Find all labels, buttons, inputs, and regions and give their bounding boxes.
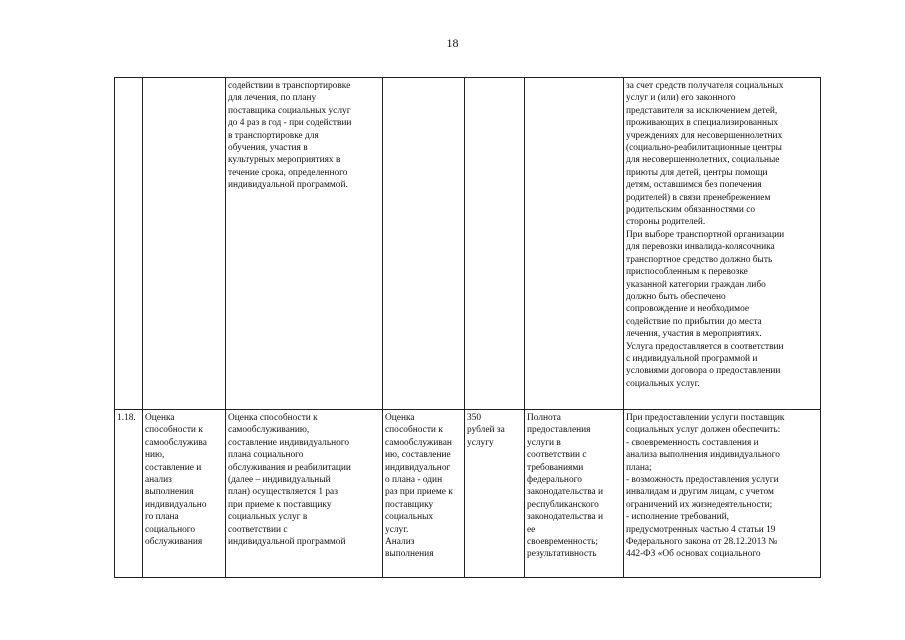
cell-text-line: приюты для детей, центры помощи bbox=[626, 167, 768, 178]
cell-text-line: При предоставлении услуги поставщик bbox=[626, 413, 785, 423]
cell-text-line: 350 bbox=[467, 413, 482, 423]
cell-text-line: выполнения bbox=[145, 487, 194, 498]
cell-text-line: Анализ bbox=[385, 537, 415, 548]
cell-text-line: до 4 раз в год - при содействии bbox=[228, 118, 352, 129]
table-row bbox=[115, 410, 821, 578]
cell-text-line: должно быть обеспечено bbox=[626, 291, 726, 302]
cell-text-line: индивидуальной программой bbox=[228, 537, 346, 548]
cell-text-line: учреждениях для несовершеннолетних bbox=[626, 130, 783, 141]
cell-text-line: законодательства и bbox=[527, 512, 604, 523]
cell-text-line: обучения, участия в bbox=[228, 143, 308, 154]
cell-text-line: за счет средств получателя социальных bbox=[626, 81, 784, 91]
cell-text-line: способности к bbox=[145, 425, 203, 436]
cell-text-line: предусмотренных частью 4 статьи 19 bbox=[626, 524, 776, 535]
cell-text-line: с индивидуальной программой и bbox=[626, 353, 758, 364]
cell-text-line: самообслуживан bbox=[385, 437, 452, 448]
cell-text-line: проживающих в специализированных bbox=[626, 118, 779, 129]
cell-text-line: анализа выполнения индивидуального bbox=[626, 450, 780, 461]
cell-text-line: обслуживания и реабилитации bbox=[228, 462, 351, 473]
cell-text-line: социальных услуг должен обеспечить: bbox=[626, 425, 781, 436]
service-conditions-cell bbox=[624, 410, 821, 578]
cell-text-line: законодательства и bbox=[527, 487, 604, 498]
service-name-cell bbox=[143, 410, 226, 578]
cell-text-line: ее bbox=[527, 524, 536, 535]
service-price-cell bbox=[465, 410, 525, 578]
cell-text-line: результативность bbox=[527, 549, 597, 560]
cell-text-line: приспособленным к перевозке bbox=[626, 267, 748, 278]
cell-text-line: условиями договора о предоставлении bbox=[626, 366, 781, 377]
cell-text-line: представителя за исключением детей, bbox=[626, 105, 778, 116]
cell-text-line: содействие по прибытии до места bbox=[626, 316, 762, 327]
service-price-cell bbox=[465, 78, 525, 410]
cell-text-line: способности к bbox=[385, 425, 443, 436]
cell-text-line: социального bbox=[145, 524, 196, 535]
cell-text-line: родительским обязанностями со bbox=[626, 205, 756, 216]
cell-text-line: для несовершеннолетних, социальные bbox=[626, 155, 780, 166]
cell-text-line: - своевременность составления и bbox=[626, 437, 759, 448]
cell-text-line: течение срока, определенного bbox=[228, 167, 348, 178]
cell-text-line: социальных услуг в bbox=[228, 512, 308, 523]
cell-text-line: детям, оставшимся без попечения bbox=[626, 180, 762, 191]
cell-text-line: содействии в транспортировке bbox=[228, 81, 351, 91]
cell-text-line: Услуга предоставляется в соответствии bbox=[626, 341, 784, 352]
cell-text-line: услугу bbox=[467, 437, 494, 448]
cell-text-line: о плана - один bbox=[385, 475, 443, 486]
cell-text-line: федерального bbox=[527, 475, 582, 486]
table-row bbox=[115, 78, 821, 410]
cell-text-line: Оценка bbox=[385, 413, 415, 423]
cell-text-line: республиканского bbox=[527, 499, 599, 510]
cell-text-line: лечения, участия в мероприятиях. bbox=[626, 329, 762, 340]
cell-text-line: указанной категории граждан либо bbox=[626, 279, 766, 290]
cell-text-line: родителей) в связи пренебрежением bbox=[626, 192, 771, 203]
cell-text-line: При выборе транспортной организации bbox=[626, 229, 785, 240]
cell-text-line: требованиями bbox=[527, 462, 584, 473]
cell-text-line: Оценка bbox=[145, 413, 175, 423]
cell-text-line: услуг и (или) его законного bbox=[626, 93, 736, 104]
cell-text-line: го плана bbox=[145, 512, 179, 523]
cell-text-line: услуг. bbox=[385, 524, 409, 535]
cell-text-line: (далее – индивидуальный bbox=[228, 475, 331, 486]
cell-text-line: предоставления bbox=[527, 425, 591, 436]
cell-text-line: стороны родителей. bbox=[626, 217, 706, 228]
services-table bbox=[114, 77, 821, 578]
cell-text-line: самообслуживанию, bbox=[228, 425, 310, 436]
cell-text-line: обслуживания bbox=[145, 537, 203, 548]
cell-text-line: - возможность предоставления услуги bbox=[626, 475, 779, 486]
cell-text-line: ию, составление bbox=[385, 450, 451, 461]
cell-text-line: 442-ФЗ «Об основах социального bbox=[626, 549, 761, 560]
cell-text-line: соответствии с bbox=[228, 524, 288, 535]
cell-text-line: соответствии с bbox=[527, 450, 587, 461]
cell-text-line: социальных услуг. bbox=[626, 378, 700, 389]
service-volume-cell bbox=[383, 78, 465, 410]
cell-text-line: индивидуально bbox=[145, 499, 207, 510]
cell-text-line: поставщика социальных услуг bbox=[228, 105, 351, 116]
cell-text-line: составление и bbox=[145, 462, 202, 473]
cell-text-line: выполнения bbox=[385, 549, 434, 560]
cell-text-line: рублей за bbox=[467, 425, 505, 436]
cell-text-line: для лечения, по плану bbox=[228, 93, 317, 104]
cell-text-line: услуги в bbox=[527, 437, 561, 448]
cell-text-line: анализ bbox=[145, 475, 172, 486]
cell-text-line: Полнота bbox=[527, 413, 561, 423]
quality-indicators-cell bbox=[525, 410, 624, 578]
item-number-cell bbox=[115, 78, 143, 410]
cell-text-line: транспортное средство должно быть bbox=[626, 254, 773, 265]
cell-text-line: индивидуальног bbox=[385, 462, 451, 473]
cell-text-line: социальных bbox=[385, 512, 434, 523]
quality-indicators-cell bbox=[525, 78, 624, 410]
cell-text-line: для перевозки инвалида-колясочника bbox=[626, 242, 775, 253]
cell-text-line: инвалидам и другим лицам, с учетом bbox=[626, 487, 774, 498]
page-number: 18 bbox=[446, 36, 459, 50]
cell-text-line: Федерального закона от 28.12.2013 № bbox=[626, 537, 778, 548]
cell-text-line: Оценка способности к bbox=[228, 413, 318, 423]
cell-text-line: нию, bbox=[145, 450, 165, 461]
service-description-cell bbox=[226, 410, 383, 578]
service-name-cell bbox=[143, 78, 226, 410]
service-conditions-cell bbox=[624, 78, 821, 410]
cell-text-line: культурных мероприятиях в bbox=[228, 155, 341, 166]
cell-text-line: (социально-реабилитационные центры bbox=[626, 143, 782, 154]
cell-text-line: своевременность; bbox=[527, 537, 598, 548]
service-volume-cell bbox=[383, 410, 465, 578]
cell-text-line: самообслужива bbox=[145, 437, 207, 448]
cell-text-line: плана социального bbox=[228, 450, 304, 461]
cell-text-line: раз при приеме к bbox=[385, 487, 453, 498]
cell-text-line: при приеме к поставщику bbox=[228, 499, 332, 510]
item-number-cell bbox=[115, 410, 143, 578]
cell-text-line: - исполнение требований, bbox=[626, 512, 729, 523]
cell-text-line: 1.18. bbox=[117, 413, 136, 423]
service-description-cell bbox=[226, 78, 383, 410]
cell-text-line: плана; bbox=[626, 462, 652, 473]
cell-text-line: план) осуществляется 1 раз bbox=[228, 487, 338, 498]
cell-text-line: составление индивидуального bbox=[228, 437, 350, 448]
cell-text-line: ограничений их жизнедеятельности; bbox=[626, 499, 773, 510]
cell-text-line: в транспортировке для bbox=[228, 130, 319, 141]
cell-text-line: поставщику bbox=[385, 499, 434, 510]
cell-text-line: индивидуальной программой. bbox=[228, 180, 348, 191]
cell-text-line: сопровождение и необходимое bbox=[626, 304, 750, 315]
